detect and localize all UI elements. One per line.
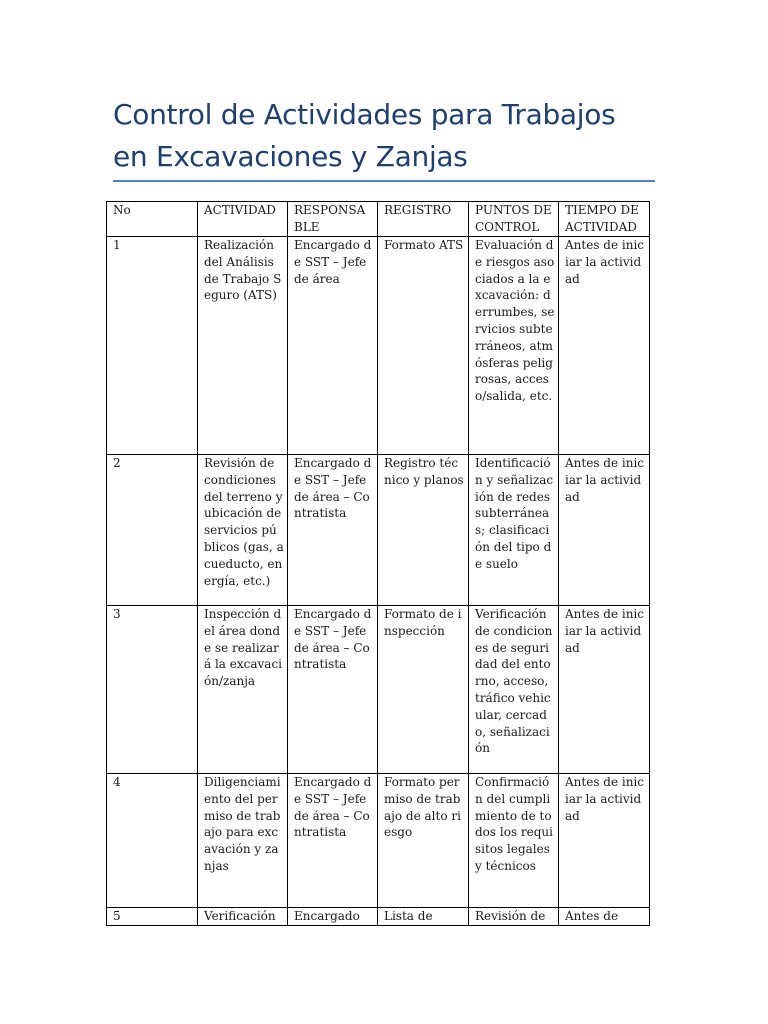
cell-tiempo: Antes de iniciar la actividad (559, 606, 650, 774)
table-header-row (107, 202, 650, 237)
cell-responsable: Encargado (288, 908, 378, 926)
header-actividad: ACTIVIDAD (198, 202, 288, 237)
cell-no: 3 (107, 606, 198, 774)
header-puntos-de-control: PUNTOS DE CONTROL (469, 202, 559, 237)
cell-puntos-de-control: Revisión de (469, 908, 559, 926)
cell-registro: Lista de (378, 908, 469, 926)
header-responsable: RESPONSABLE (288, 202, 378, 237)
header-registro: REGISTRO (378, 202, 469, 237)
cell-actividad: Diligenciamiento del permiso de trabajo para excavación y zanjas (198, 774, 288, 908)
cell-responsable: Encargado de SST – Jefe de área – Contratista (288, 774, 378, 908)
table-row (107, 237, 650, 455)
table-row (107, 455, 650, 606)
table-row (107, 774, 650, 908)
cell-puntos-de-control: Confirmación del cumplimiento de todos los requisitos legales y técnicos (469, 774, 559, 908)
cell-no: 5 (107, 908, 198, 926)
cell-registro: Formato de inspección (378, 606, 469, 774)
title-underline (113, 180, 655, 182)
cell-puntos-de-control: Evaluación de riesgos asociados a la excavación: derrumbes, servicios subterráneos, atmósferas peligrosas, acceso/salida, etc. (469, 237, 559, 455)
cell-puntos-de-control: Verificación de condiciones de seguridad del entorno, acceso, tráfico vehicular, cercado, señalización (469, 606, 559, 774)
table-row (107, 606, 650, 774)
cell-actividad: Revisión de condiciones del terreno y ubicación de servicios públicos (gas, acueducto, energía, etc.) (198, 455, 288, 606)
cell-actividad: Inspección del área donde se realizará la excavación/zanja (198, 606, 288, 774)
cell-no: 2 (107, 455, 198, 606)
table-row (107, 908, 650, 926)
cell-actividad: Realización del Análisis de Trabajo Seguro (ATS) (198, 237, 288, 455)
cell-tiempo: Antes de iniciar la actividad (559, 455, 650, 606)
cell-responsable: Encargado de SST – Jefe de área – Contratista (288, 606, 378, 774)
cell-no: 4 (107, 774, 198, 908)
cell-registro: Formato permiso de trabajo de alto riesgo (378, 774, 469, 908)
cell-tiempo: Antes de iniciar la actividad (559, 237, 650, 455)
cell-tiempo: Antes de iniciar la actividad (559, 774, 650, 908)
page-title: Control de Actividades para Trabajos en Excavaciones y Zanjas (113, 98, 616, 173)
cell-responsable: Encargado de SST – Jefe de área – Contratista (288, 455, 378, 606)
cell-puntos-de-control: Identificación y señalización de redes subterráneas; clasificación del tipo de suelo (469, 455, 559, 606)
cell-actividad: Verificación (198, 908, 288, 926)
header-no: No (107, 202, 198, 237)
cell-tiempo: Antes de (559, 908, 650, 926)
cell-registro: Formato ATS (378, 237, 469, 455)
cell-no: 1 (107, 237, 198, 455)
cell-responsable: Encargado de SST – Jefe de área (288, 237, 378, 455)
header-tiempo-de-actividad: TIEMPO DE ACTIVIDAD (559, 202, 650, 237)
cell-registro: Registro técnico y planos (378, 455, 469, 606)
activities-table (106, 201, 650, 926)
